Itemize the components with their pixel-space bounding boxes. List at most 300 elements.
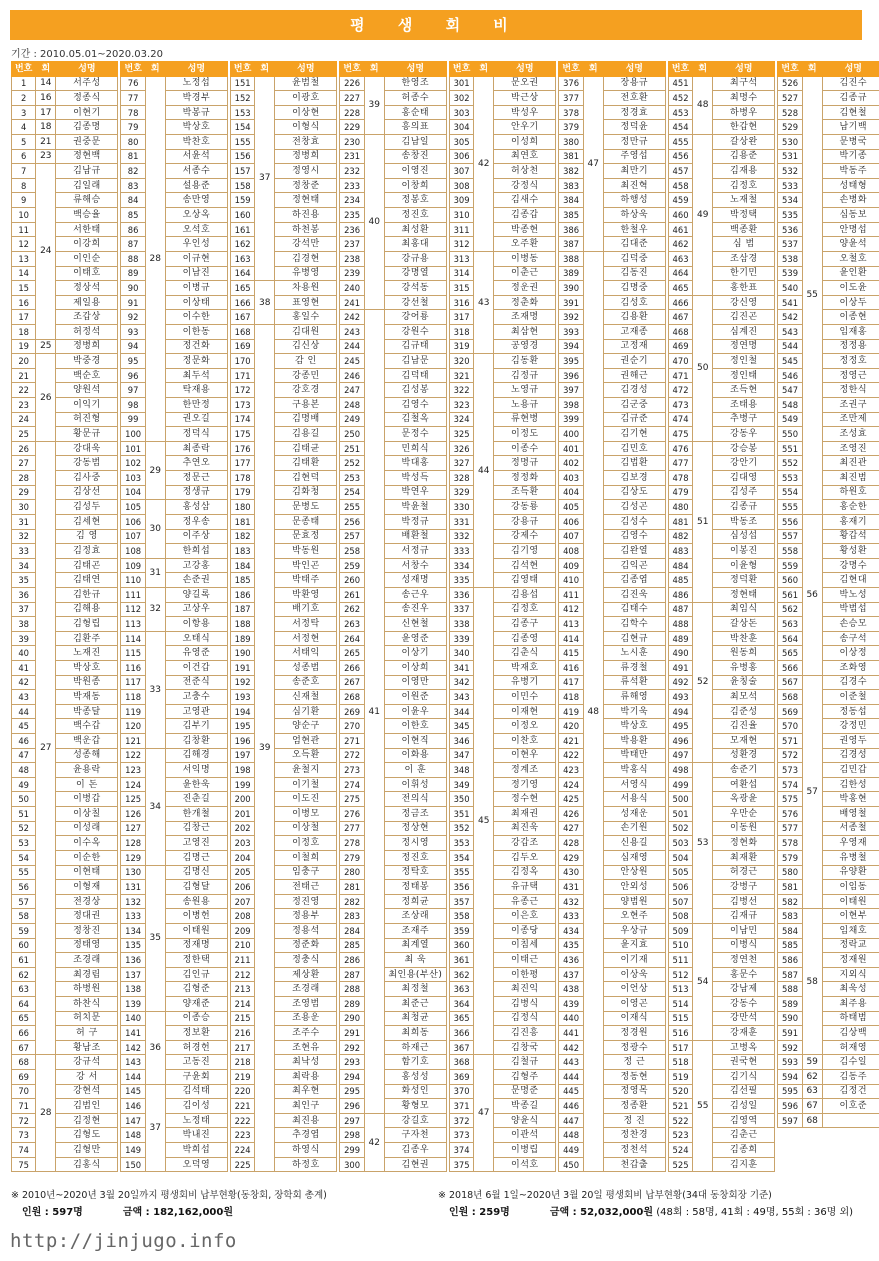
member-name: 김철규	[494, 1055, 556, 1070]
member-name: 김인규	[165, 967, 227, 982]
member-number: 354	[449, 850, 473, 865]
member-name: 김종갑	[494, 208, 556, 223]
member-number: 47	[12, 748, 36, 763]
table-row	[12, 587, 879, 602]
membership-fee-table	[11, 61, 868, 1172]
member-number: 429	[559, 850, 583, 865]
member-name: 김진수	[822, 76, 879, 91]
member-name: 한기민	[713, 266, 775, 281]
member-name: 김현덕	[275, 471, 337, 486]
member-number: 525	[668, 1157, 692, 1172]
member-number: 313	[449, 251, 473, 266]
member-number: 436	[559, 953, 583, 968]
table-row	[12, 1026, 879, 1041]
member-number: 556	[778, 514, 802, 529]
member-name: 정시영	[384, 836, 446, 851]
table-row	[12, 690, 879, 705]
member-name: 서영식	[603, 777, 665, 792]
member-number: 23	[12, 398, 36, 413]
member-name: 김철옥	[384, 412, 446, 427]
member-name: 이현우	[494, 748, 556, 763]
member-number: 284	[340, 923, 364, 938]
member-name: 박성득	[384, 471, 446, 486]
member-name: 박정규	[384, 514, 446, 529]
member-name: 김경현	[275, 251, 337, 266]
member-name: 최종락	[165, 441, 227, 456]
table-row	[12, 646, 879, 661]
member-name: 전창효	[275, 135, 337, 150]
member-name: 이상태	[165, 295, 227, 310]
member-name: 이태근	[494, 953, 556, 968]
member-name: 박동원	[275, 544, 337, 559]
member-name: 강종민	[275, 368, 337, 383]
member-name: 하병원	[56, 982, 118, 997]
member-number: 408	[559, 544, 583, 559]
class-group: 55	[693, 1040, 713, 1171]
member-name: 이석호	[494, 1157, 556, 1172]
member-name: 류석환	[603, 675, 665, 690]
class-group: 44	[474, 354, 494, 588]
member-name: 강정식	[494, 178, 556, 193]
member-number: 208	[230, 909, 254, 924]
member-number: 561	[778, 587, 802, 602]
member-name: 박홍식	[603, 763, 665, 778]
member-name: 김법환	[603, 456, 665, 471]
member-number: 567	[778, 675, 802, 690]
member-name: 이태호	[56, 266, 118, 281]
member-number: 148	[121, 1128, 145, 1143]
member-number: 574	[778, 777, 802, 792]
table-row	[12, 836, 879, 851]
member-number: 263	[340, 617, 364, 632]
member-name: 강갑조	[494, 836, 556, 851]
member-number: 78	[121, 105, 145, 120]
member-name: 조재명	[494, 310, 556, 325]
member-name: 이영만	[384, 675, 446, 690]
member-name: 김석현	[494, 558, 556, 573]
table-row	[12, 660, 879, 675]
member-number: 471	[668, 368, 692, 383]
member-name: 김신상	[275, 339, 337, 354]
member-number: 447	[559, 1113, 583, 1128]
member-name: 최진익	[494, 982, 556, 997]
member-name: 김진욱	[603, 587, 665, 602]
member-number: 64	[12, 997, 36, 1012]
member-name: 이인순	[56, 251, 118, 266]
member-name: 이건갑	[165, 660, 227, 675]
member-name: 원동희	[713, 646, 775, 661]
member-number: 338	[449, 617, 473, 632]
member-name: 김기식	[713, 1070, 775, 1085]
member-number: 532	[778, 164, 802, 179]
member-number: 19	[12, 339, 36, 354]
member-number: 326	[449, 441, 473, 456]
member-name: 박재동	[56, 690, 118, 705]
member-name: 김종엽	[603, 573, 665, 588]
member-name: 강석동	[384, 281, 446, 296]
member-name: 정병희	[56, 339, 118, 354]
member-name: 권국현	[713, 1055, 775, 1070]
member-name: 이정호	[275, 836, 337, 851]
member-number: 392	[559, 310, 583, 325]
member-number: 107	[121, 529, 145, 544]
member-name: 이상기	[384, 646, 446, 661]
member-number: 154	[230, 120, 254, 135]
member-name: 박상호	[603, 719, 665, 734]
member-number: 250	[340, 427, 364, 442]
member-name: 최두석	[165, 368, 227, 383]
member-name: 홍재기	[822, 514, 879, 529]
member-number: 261	[340, 587, 364, 602]
member-number: 151	[230, 76, 254, 91]
member-name: 허 구	[56, 1026, 118, 1041]
table-row	[12, 76, 879, 91]
member-name: 이은호	[494, 909, 556, 924]
class-group: 31	[145, 558, 165, 587]
member-number: 393	[559, 324, 583, 339]
member-number: 165	[230, 281, 254, 296]
member-number: 444	[559, 1070, 583, 1085]
member-number: 437	[559, 967, 583, 982]
member-number: 414	[559, 631, 583, 646]
member-name: 강신영	[713, 295, 775, 310]
member-number: 339	[449, 631, 473, 646]
member-number: 301	[449, 76, 473, 91]
member-name: 박태주	[275, 573, 337, 588]
member-number: 13	[12, 251, 36, 266]
member-number: 413	[559, 617, 583, 632]
member-name: 탁재용	[165, 383, 227, 398]
member-number: 484	[668, 558, 692, 573]
member-name: 김종규	[713, 500, 775, 515]
member-name: 이한평	[494, 967, 556, 982]
table-row	[12, 281, 879, 296]
member-name: 김종규	[822, 91, 879, 106]
class-group: 37	[145, 1084, 165, 1172]
member-number: 143	[121, 1055, 145, 1070]
table-row	[12, 821, 879, 836]
member-name: 정상석	[56, 281, 118, 296]
member-name: 성환경	[713, 748, 775, 763]
member-number: 539	[778, 266, 802, 281]
member-number: 122	[121, 748, 145, 763]
member-number: 193	[230, 690, 254, 705]
member-name: 박원종	[56, 675, 118, 690]
member-number: 236	[340, 222, 364, 237]
table-row	[12, 953, 879, 968]
site-url[interactable]: http://jinjugo.info	[10, 1230, 237, 1252]
member-name: 박중경	[56, 354, 118, 369]
member-number: 553	[778, 471, 802, 486]
member-number: 320	[449, 354, 473, 369]
header-name: 성명	[822, 62, 879, 77]
table-row	[12, 105, 879, 120]
member-name: 정대권	[56, 909, 118, 924]
member-number: 12	[12, 237, 36, 252]
member-number: 558	[778, 544, 802, 559]
member-name: 이찬호	[494, 734, 556, 749]
member-name: 강선철	[384, 295, 446, 310]
member-name: 추연오	[165, 456, 227, 471]
member-name: 송진우	[384, 602, 446, 617]
member-number: 316	[449, 295, 473, 310]
class-group: 14	[36, 76, 56, 91]
member-name: 이주상	[165, 529, 227, 544]
member-number: 166	[230, 295, 254, 310]
member-name: 김병선	[713, 894, 775, 909]
member-name: 박상호	[165, 120, 227, 135]
member-name: 한갑현	[713, 120, 775, 135]
member-number: 42	[12, 675, 36, 690]
member-name: 이병동	[494, 251, 556, 266]
member-number: 586	[778, 953, 802, 968]
member-number: 404	[559, 485, 583, 500]
member-number: 144	[121, 1070, 145, 1085]
member-number: 559	[778, 558, 802, 573]
member-number: 112	[121, 602, 145, 617]
member-name: 양원석	[56, 383, 118, 398]
stats-right-detail: (48회 : 58명, 41회 : 49명, 55회 : 36명 외)	[656, 1207, 854, 1218]
member-name: 김영수	[384, 398, 446, 413]
class-group: 42	[474, 76, 494, 251]
member-number: 431	[559, 880, 583, 895]
member-number: 340	[449, 646, 473, 661]
member-number: 351	[449, 807, 473, 822]
member-name: 전의식	[384, 792, 446, 807]
member-name: 이순한	[56, 850, 118, 865]
member-name: 황남조	[56, 1040, 118, 1055]
member-number: 4	[12, 120, 36, 135]
header-name: 성명	[494, 62, 556, 77]
member-number: 226	[340, 76, 364, 91]
class-group: 27	[36, 441, 56, 1055]
header-no: 번호	[778, 62, 802, 77]
member-number: 582	[778, 894, 802, 909]
member-number: 180	[230, 500, 254, 515]
member-number: 116	[121, 660, 145, 675]
table-row	[12, 997, 879, 1012]
member-number: 204	[230, 850, 254, 865]
member-number: 52	[12, 821, 36, 836]
member-number: 318	[449, 324, 473, 339]
member-name: 남기백	[822, 120, 879, 135]
header-name: 성명	[603, 62, 665, 77]
member-number: 590	[778, 1011, 802, 1026]
member-name: 하찬식	[56, 997, 118, 1012]
class-group: 55	[802, 76, 822, 514]
member-name: 이봉진	[713, 544, 775, 559]
member-name: 정수현	[494, 792, 556, 807]
member-number: 367	[449, 1040, 473, 1055]
member-name: 정현태	[275, 193, 337, 208]
member-name: 강동수	[713, 997, 775, 1012]
member-name: 정연명	[713, 339, 775, 354]
member-number: 328	[449, 471, 473, 486]
member-name: 박근상	[494, 91, 556, 106]
class-group: 28	[145, 76, 165, 441]
member-number: 322	[449, 383, 473, 398]
member-name: 김덕중	[603, 251, 665, 266]
member-name: 양범원	[603, 894, 665, 909]
member-number: 449	[559, 1143, 583, 1158]
member-number: 155	[230, 135, 254, 150]
member-name: 김진흥	[494, 1026, 556, 1041]
member-number: 440	[559, 1011, 583, 1026]
member-number: 371	[449, 1099, 473, 1114]
member-name: 신현철	[384, 617, 446, 632]
member-name: 유양환	[822, 865, 879, 880]
member-name: 백수갑	[56, 719, 118, 734]
member-number: 502	[668, 821, 692, 836]
member-number: 515	[668, 1011, 692, 1026]
member-name: 신재철	[275, 690, 337, 705]
member-number: 232	[340, 164, 364, 179]
member-number: 400	[559, 427, 583, 442]
member-name: 제일용	[56, 295, 118, 310]
member-name: 최정철	[384, 982, 446, 997]
member-name: 오태식	[165, 631, 227, 646]
member-name: 강어룡	[384, 310, 446, 325]
member-number: 176	[230, 441, 254, 456]
table-row	[12, 120, 879, 135]
member-name: 심동보	[822, 208, 879, 223]
class-group: 57	[802, 675, 822, 909]
member-name: 정용석	[275, 923, 337, 938]
member-name: 하상욱	[603, 208, 665, 223]
member-name: 김창국	[494, 1040, 556, 1055]
class-group: 47	[474, 1055, 494, 1172]
member-number: 153	[230, 105, 254, 120]
member-name: 강정민	[822, 719, 879, 734]
member-number: 540	[778, 281, 802, 296]
member-name: 노시훈	[603, 646, 665, 661]
member-name: 정만규	[603, 135, 665, 150]
member-name: 김해용	[56, 602, 118, 617]
member-number: 255	[340, 500, 364, 515]
member-number: 458	[668, 178, 692, 193]
member-number: 467	[668, 310, 692, 325]
member-name: 정락교	[822, 938, 879, 953]
member-name: 홍한표	[713, 281, 775, 296]
member-name: 김성일	[713, 1099, 775, 1114]
member-number: 17	[12, 310, 36, 325]
member-name: 황형모	[384, 1099, 446, 1114]
member-name: 강동룡	[494, 500, 556, 515]
member-number: 486	[668, 587, 692, 602]
class-group: 16	[36, 91, 56, 106]
member-name: 천갑출	[603, 1157, 665, 1172]
class-group: 34	[145, 748, 165, 865]
member-number: 295	[340, 1084, 364, 1099]
member-number: 88	[121, 251, 145, 266]
member-name: 최준근	[384, 997, 446, 1012]
member-number: 244	[340, 339, 364, 354]
member-number: 76	[121, 76, 145, 91]
member-name: 김영역	[713, 1113, 775, 1128]
member-name: 노재철	[713, 193, 775, 208]
member-number: 190	[230, 646, 254, 661]
member-name: 이윤우	[384, 704, 446, 719]
member-name: 백종환	[713, 222, 775, 237]
member-number: 410	[559, 573, 583, 588]
table-row	[12, 573, 879, 588]
member-number: 453	[668, 105, 692, 120]
member-number: 327	[449, 456, 473, 471]
member-name: 정금조	[384, 807, 446, 822]
member-name: 권순기	[603, 354, 665, 369]
member-name: 최인용(부산)	[384, 967, 446, 982]
member-name: 김학수	[603, 617, 665, 632]
member-number: 592	[778, 1040, 802, 1055]
table-row	[12, 427, 879, 442]
member-name: 김정호	[494, 602, 556, 617]
table-row	[12, 529, 879, 544]
class-group: 23	[36, 149, 56, 164]
member-number: 99	[121, 412, 145, 427]
member-number: 387	[559, 237, 583, 252]
member-name: 허치문	[56, 1011, 118, 1026]
member-name: 서종수	[165, 164, 227, 179]
member-number: 510	[668, 938, 692, 953]
member-name: 유병기	[494, 675, 556, 690]
member-number: 221	[230, 1099, 254, 1114]
member-name: 김준성	[713, 704, 775, 719]
member-name: 이수한	[165, 310, 227, 325]
member-name: 우만순	[713, 807, 775, 822]
member-name: 정연천	[713, 953, 775, 968]
member-name: 최재환	[713, 850, 775, 865]
member-number: 524	[668, 1143, 692, 1158]
member-name: 박윤철	[384, 500, 446, 515]
member-name: 한개철	[165, 807, 227, 822]
member-number: 498	[668, 763, 692, 778]
class-group: 43	[474, 251, 494, 353]
member-number: 548	[778, 398, 802, 413]
member-number: 164	[230, 266, 254, 281]
member-name: 최희동	[384, 1026, 446, 1041]
member-name: 하진용	[275, 208, 337, 223]
member-number: 58	[12, 909, 36, 924]
member-name: 이종현	[822, 310, 879, 325]
member-name: 이수옥	[56, 836, 118, 851]
member-number: 24	[12, 412, 36, 427]
table-row	[12, 763, 879, 778]
member-number: 421	[559, 734, 583, 749]
member-number: 575	[778, 792, 802, 807]
member-name: 유종근	[494, 894, 556, 909]
member-name: 김성두	[56, 500, 118, 515]
member-number: 423	[559, 763, 583, 778]
member-number: 289	[340, 997, 364, 1012]
member-number: 579	[778, 850, 802, 865]
member-name: 홍순한	[822, 500, 879, 515]
member-name: 김세현	[56, 514, 118, 529]
member-name: 김종구	[494, 617, 556, 632]
member-number: 562	[778, 602, 802, 617]
member-number: 472	[668, 383, 692, 398]
member-number: 518	[668, 1055, 692, 1070]
member-number: 184	[230, 558, 254, 573]
member-number: 74	[12, 1143, 36, 1158]
member-name: 김영태	[494, 573, 556, 588]
member-number: 228	[340, 105, 364, 120]
member-name: 이기재	[603, 953, 665, 968]
member-name: 최재권	[494, 807, 556, 822]
member-name: 이정오	[494, 719, 556, 734]
member-name: 박종길	[494, 1099, 556, 1114]
member-name: 심계진	[713, 324, 775, 339]
member-name: 구윤회	[165, 1070, 227, 1085]
